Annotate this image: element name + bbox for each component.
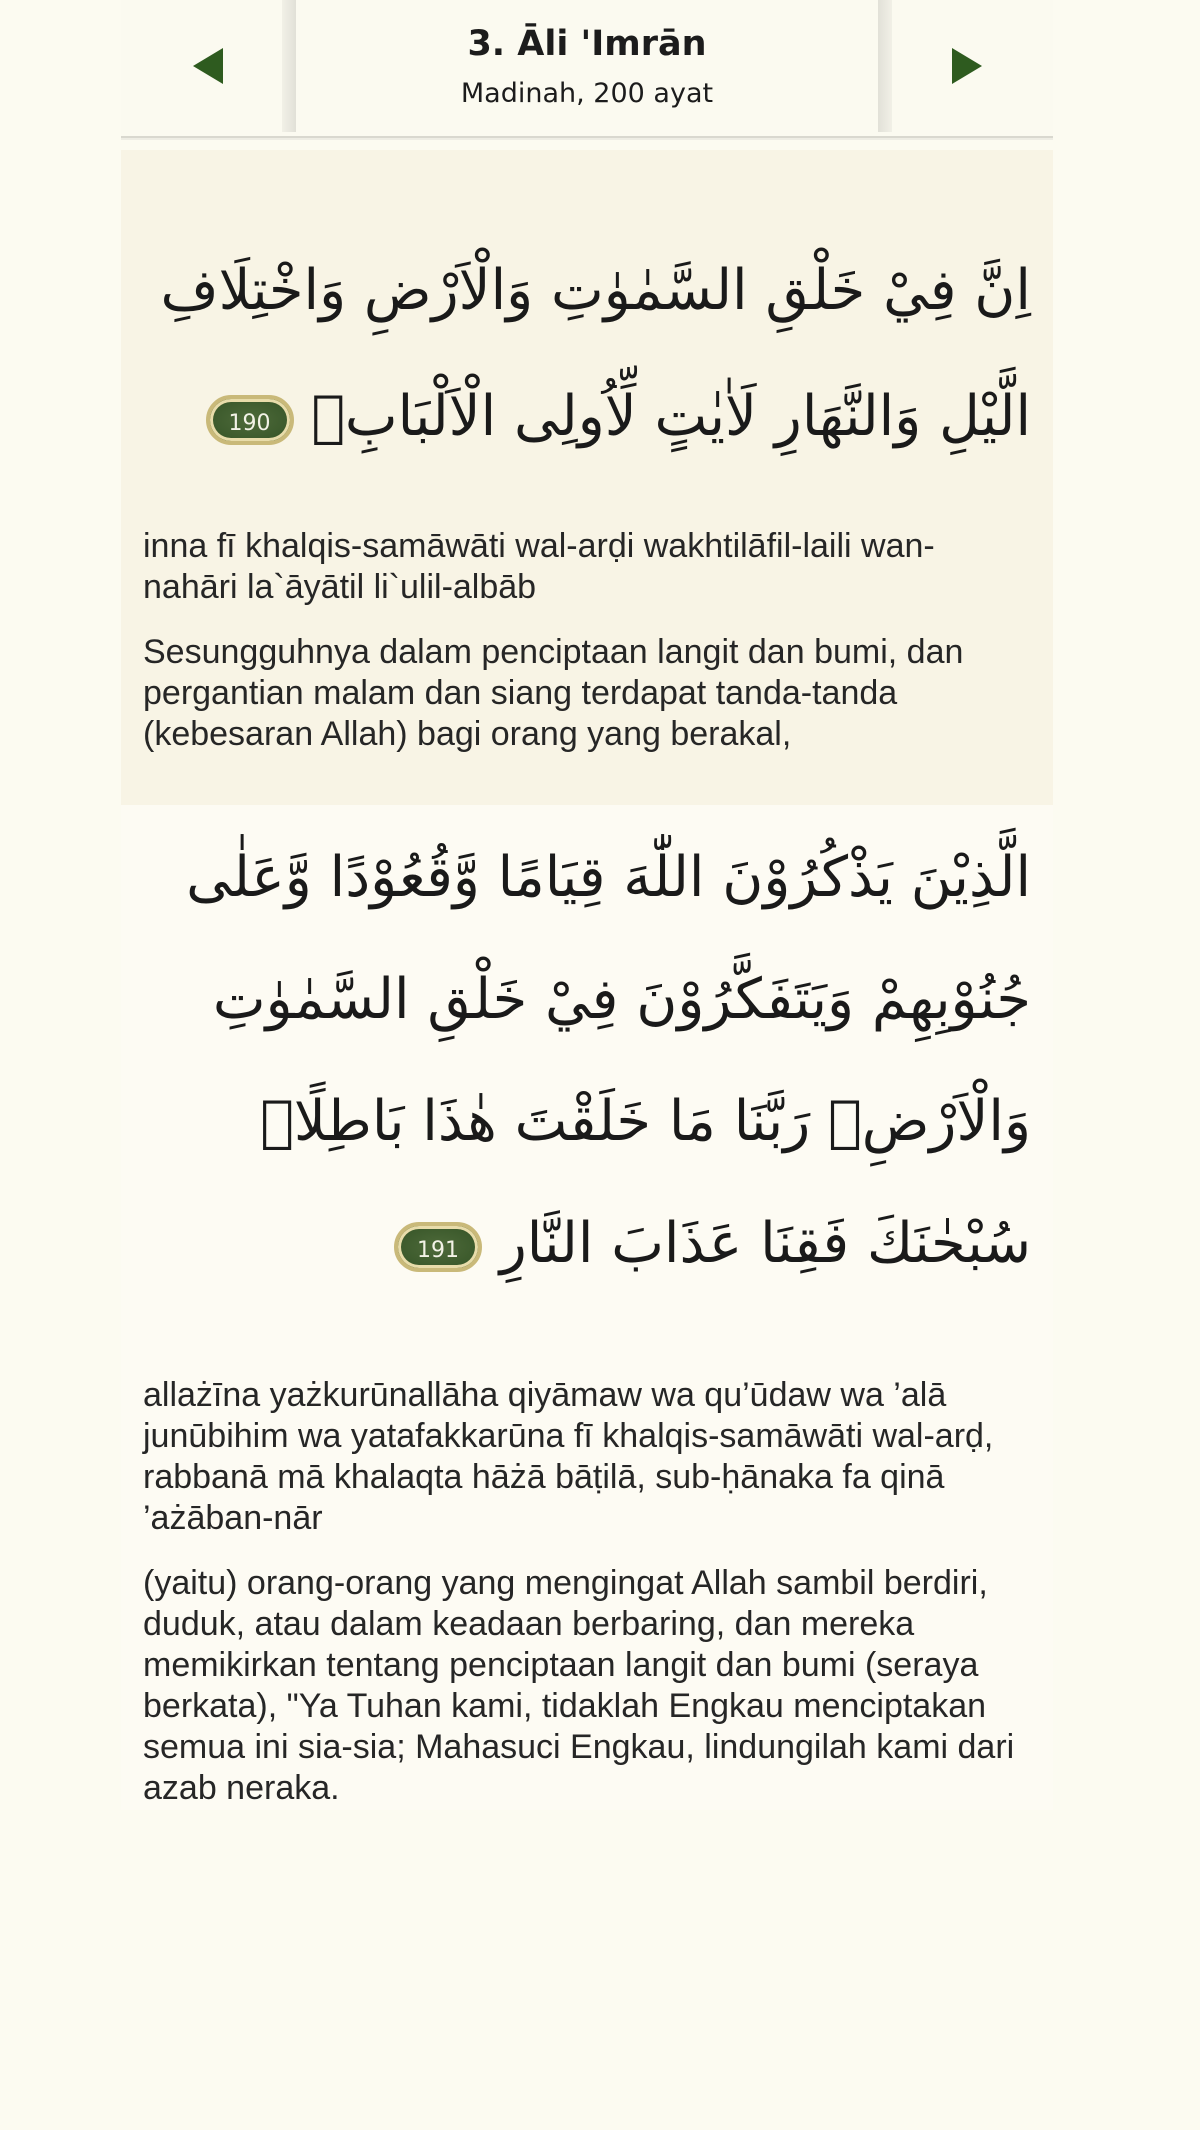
arabic-line: اِنَّ فِيْ خَلْقِ السَّمٰوٰتِ وَالْاَرْضِ وَاخْتِلَافِ xyxy=(160,258,1031,323)
translation-text: Sesungguhnya dalam penciptaan langit dan bumi, dan pergantian malam dan siang terdapat tanda-tanda (kebesaran Allah) bagi orang yang berakal, xyxy=(143,633,964,753)
surah-title: 3. Āli 'Imrān xyxy=(467,24,707,64)
arabic-text xyxy=(121,805,1053,1305)
ayah-item[interactable] xyxy=(121,805,1053,1810)
arabic-line-with-number xyxy=(181,1183,1031,1305)
surah-header xyxy=(121,0,1053,138)
arrow-left-icon xyxy=(191,46,227,86)
arabic-line: الَّيْلِ وَالنَّهَارِ لَاٰيٰتٍ لِّاُولِى الْاَلْبَابِۙ xyxy=(311,384,1031,449)
arabic-line: الَّذِيْنَ يَذْكُرُوْنَ اللّٰهَ قِيَامًا وَّقُعُوْدًا وَّعَلٰى xyxy=(186,845,1031,910)
arrow-right-icon xyxy=(948,46,984,86)
surah-title-block xyxy=(296,0,878,132)
arabic-text xyxy=(121,150,1053,480)
surah-subtitle: Madinah, 200 ayat xyxy=(460,78,714,109)
transliteration-text: allażīna yażkurūnallāha qiyāmaw wa qu’ūdaw wa ’alā junūbihim wa yatafakkarūna fī khalqis-samāwāti wal-arḍ, rabbanā mā khalaqta hāżā bāṭilā, sub-ḥānaka fa qinā ’ażāban-nār xyxy=(143,1376,994,1537)
translation-text: (yaitu) orang-orang yang mengingat Allah sambil berdiri, duduk, atau dalam keadaan berbaring, dan mereka memikirkan tentang penciptaan langit dan bumi (seraya berkata), "Ya Tuhan kami, tidaklah Engkau menciptakan semua ini sia-sia; Mahasuci Engkau, lindungilah kami dari azab neraka. xyxy=(143,1564,1015,1807)
previous-surah-button[interactable] xyxy=(121,0,296,132)
arabic-line: جُنُوْبِهِمْ وَيَتَفَكَّرُوْنَ فِيْ خَلْقِ السَّمٰوٰتِ xyxy=(212,967,1031,1032)
transliteration-text: inna fī khalqis-samāwāti wal-arḍi wakhtilāfil-laili wan-nahāri la`āyātil li`ulil-albāb xyxy=(143,527,935,606)
arabic-line-with-number xyxy=(181,354,1031,480)
next-surah-button[interactable] xyxy=(878,0,1053,132)
arabic-line: سُبْحٰنَكَ فَقِنَا عَذَابَ النَّارِ xyxy=(499,1211,1031,1276)
arabic-line: وَالْاَرْضِۚ رَبَّنَا مَا خَلَقْتَ هٰذَا بَاطِلًاۚ xyxy=(260,1089,1031,1154)
ayah-item[interactable] xyxy=(121,150,1053,805)
ayah-number-badge: 191 xyxy=(394,1222,482,1272)
ayah-number-badge: 190 xyxy=(206,395,294,445)
